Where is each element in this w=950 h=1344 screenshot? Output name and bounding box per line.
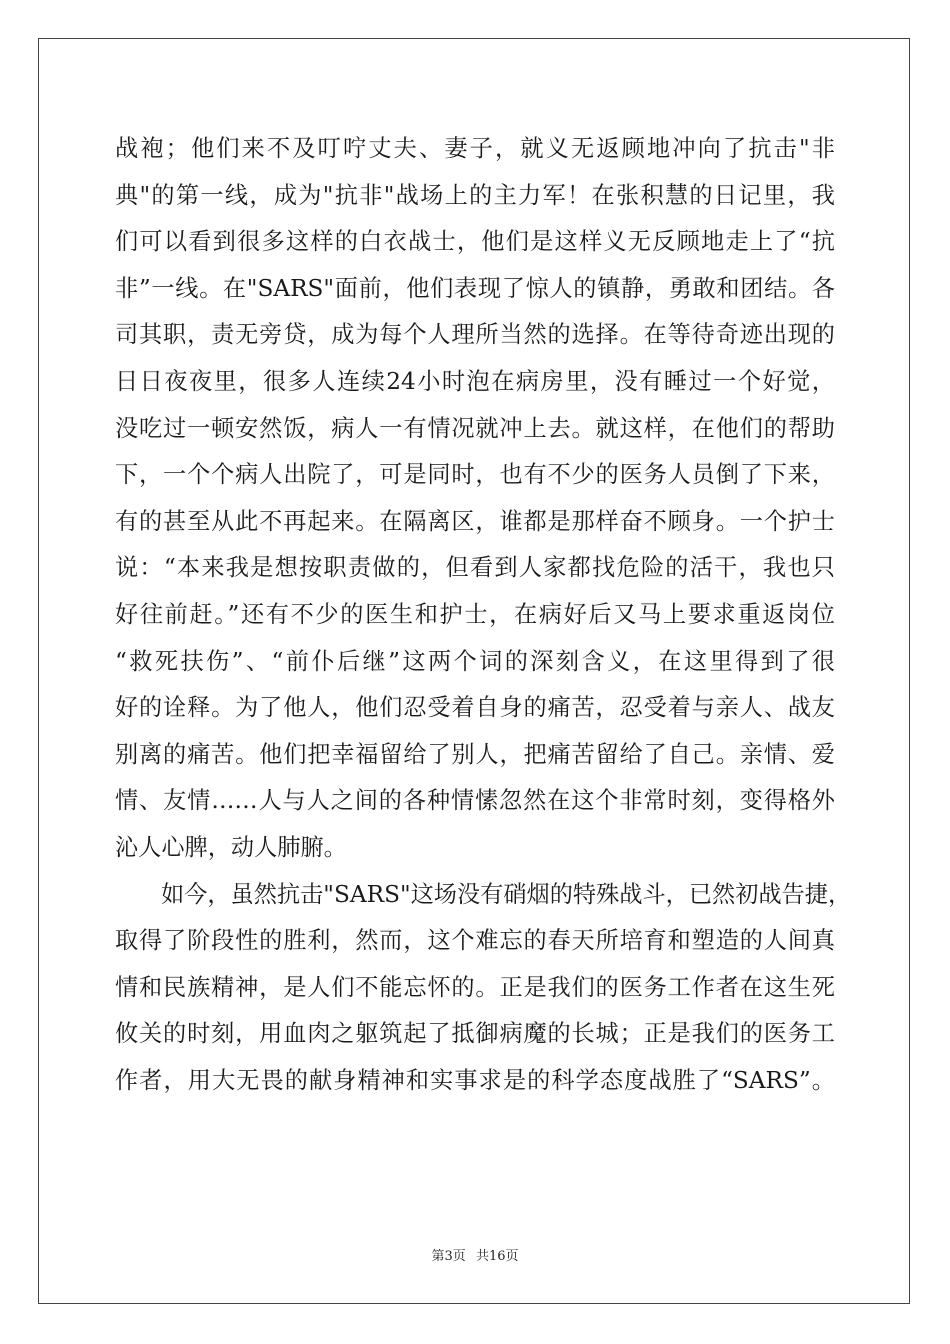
text-line: 别离的痛苦。他们把幸福留给了别人，把痛苦留给了自己。亲情、爱 [115,740,835,768]
text-line: 作者，用大无畏的献身精神和实事求是的科学态度战胜了“SARS”。 [115,1066,835,1094]
text-line: 没吃过一顿安然饭，病人一有情况就冲上去。就这样，在他们的帮助 [115,414,835,442]
page-footer [0,1245,950,1264]
text-line: 日日夜夜里，很多人连续24小时泡在病房里，没有睡过一个好觉， [115,367,835,395]
text-line: 典"的第一线，成为"抗非"战场上的主力军！在张积慧的日记里，我 [115,181,835,209]
text-line: 沁人心脾，动人肺腑。 [115,833,347,861]
text-line: 有的甚至从此不再起来。在隔离区，谁都是那样奋不顾身。一个护士 [115,507,835,535]
text-line: 攸关的时刻，用血肉之躯筑起了抵御病魔的长城；正是我们的医务工 [115,1020,835,1048]
text-line: 如今，虽然抗击"SARS"这场没有硝烟的特殊战斗，已然初战告捷， [161,880,852,908]
paragraph-1 [115,126,835,872]
text-line: 取得了阶段性的胜利，然而，这个难忘的春天所培育和塑造的人间真 [115,927,835,955]
text-line: 情和民族精神，是人们不能忘怀的。正是我们的医务工作者在这生死 [115,973,835,1001]
text-line: 战袍；他们来不及叮咛丈夫、妻子，就义无返顾地冲向了抗击"非 [115,135,835,162]
text-line: 们可以看到很多这样的白衣战士，他们是这样义无反顾地走上了“抗 [115,228,835,256]
page-number: 第3页 [431,1249,466,1264]
paragraph-2 [115,872,852,1105]
text-line: 司其职，责无旁贷，成为每个人理所当然的选择。在等待奇迹出现的 [115,321,835,349]
text-line: 下，一个个病人出院了，可是同时，也有不少的医务人员倒了下来， [115,461,835,489]
text-line: 好的诠释。为了他人，他们忍受着自身的痛苦，忍受着与亲人、战友 [115,694,835,722]
document-body [115,126,852,1104]
text-line: 情、友情……人与人之间的各种情愫忽然在这个非常时刻，变得格外 [115,787,835,815]
text-line: 好往前赶。”还有不少的医生和护士，在病好后又马上要求重返岗位 [115,600,835,628]
text-line: 说：“本来我是想按职责做的，但看到人家都找危险的活干，我也只 [115,554,835,582]
text-line: “救死扶伤”、“前仆后继”这两个词的深刻含义，在这里得到了很 [115,647,835,675]
text-line: 非”一线。在"SARS"面前，他们表现了惊人的镇静，勇敢和团结。各 [115,274,835,302]
page-total: 共16页 [475,1249,519,1264]
